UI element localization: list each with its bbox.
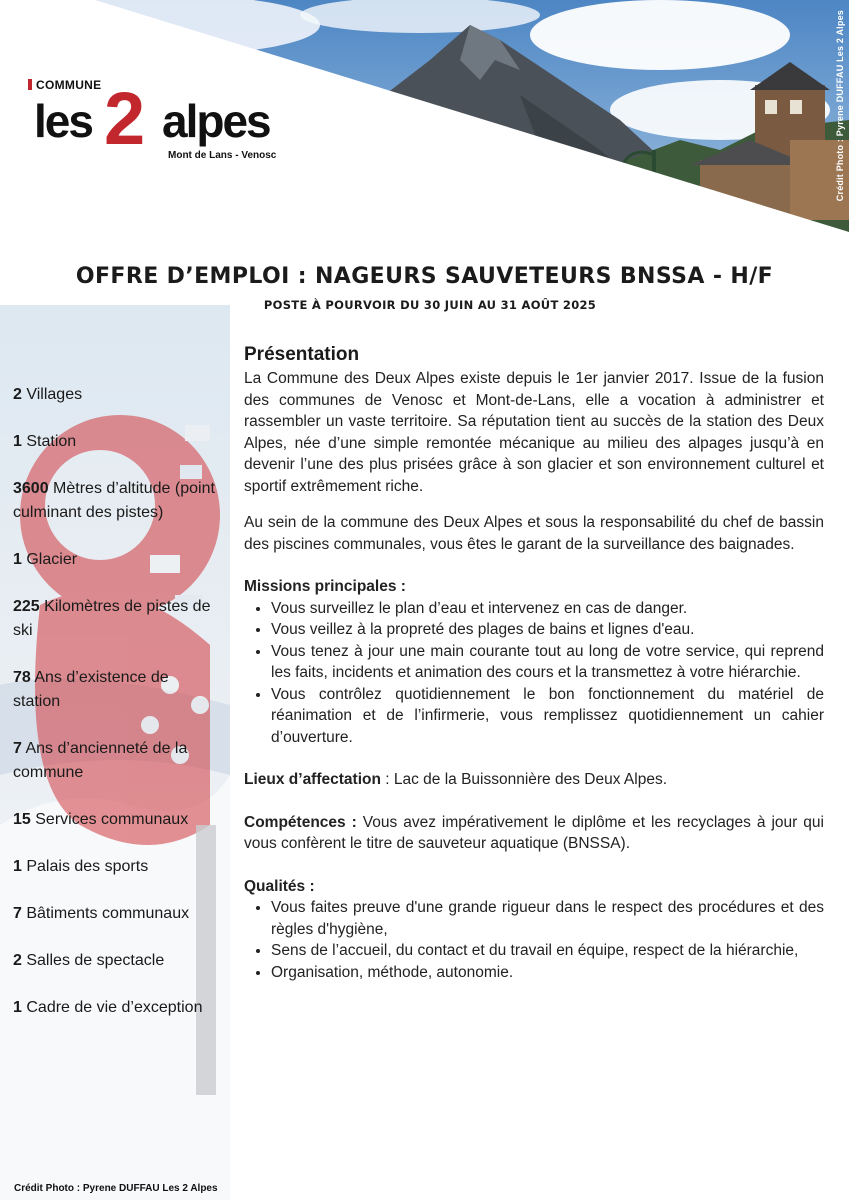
- fact-number: 2: [13, 386, 22, 403]
- fact-text: Mètres d’altitude (point culminant des pistes): [13, 480, 215, 521]
- list-item: • Sens de l’accueil, du contact et du travail en équipe, respect de la hiérarchie,: [271, 940, 824, 962]
- fact-number: 2: [13, 952, 22, 969]
- presentation-heading: Présentation: [244, 344, 360, 365]
- lieux-text: : Lac de la Buissonnière des Deux Alpes.: [380, 771, 667, 788]
- logo-red-bar: [28, 79, 32, 90]
- competences-text: Vous avez impérativement le diplôme et les recyclages à jour qui vous confèrent le titre de sauveteur aquatique (BNSSA).: [244, 813, 824, 852]
- fact-item: [13, 477, 218, 525]
- list-item: • Vous tenez à jour une main courante tout au long de votre service, qui reprend les faits, incidents et animation des cours et la transmettez à votre hiérarchie.: [271, 641, 824, 684]
- fact-number: 7: [13, 740, 22, 757]
- fact-item: [13, 737, 218, 785]
- fact-number: 1: [13, 433, 22, 450]
- logo-commune-text: COMMUNE: [36, 78, 102, 92]
- fact-number: 1: [13, 551, 22, 568]
- competences-paragraph: [244, 812, 824, 855]
- list-item: • Vous surveillez le plan d’eau et intervenez en cas de danger.: [271, 598, 824, 620]
- fact-number: 225: [13, 598, 40, 615]
- main-content: [244, 343, 824, 983]
- sidebar-facts: [0, 305, 230, 1200]
- list-item: • Vous faites preuve d'une grande rigueur dans le respect des procédures et des règles d'hygiène,: [271, 897, 824, 940]
- fact-text: Kilomètres de pistes de ski: [13, 598, 211, 639]
- lieux-paragraph: [244, 769, 824, 791]
- presentation-paragraph: La Commune des Deux Alpes existe depuis le 1er janvier 2017. Issue de la fusion des communes de Venosc et Mont-de-Lans, elle a vocation à administrer et rassembler un vaste territoire. Sa réputation tient au succès de la station des Deux Alpes, née d’une simple remontée mécanique au milieu des alpages jusqu’à en devenir l’une des plus prisées grâce à son glacier et son environnement culturel et sportif extrêmement riche.: [244, 370, 824, 495]
- logo-les: les: [34, 95, 92, 147]
- list-item: • Vous contrôlez quotidiennement le bon fonctionnement du matériel de réanimation et de l’infirmerie, vous remplissez quotidiennement un cahier d’ouverture.: [271, 684, 824, 749]
- responsibility-paragraph: Au sein de la commune des Deux Alpes et sous la responsabilité du chef de bassin des piscines communales, vous êtes le garant de la surveillance des baignades.: [244, 514, 824, 553]
- fact-text: Glacier: [26, 551, 78, 568]
- qualites-list: [244, 897, 824, 983]
- fact-text: Salles de spectacle: [26, 952, 165, 969]
- missions-heading: Missions principales :: [244, 578, 406, 595]
- fact-item: [13, 430, 218, 454]
- fact-number: 1: [13, 858, 22, 875]
- commune-logo: [28, 78, 298, 168]
- fact-item: [13, 902, 218, 926]
- fact-text: Station: [26, 433, 77, 450]
- fact-item: [13, 383, 218, 407]
- fact-number: 3600: [13, 480, 49, 497]
- competences-label: Compétences :: [244, 813, 357, 831]
- facts-list: [13, 383, 218, 1043]
- page-subtitle: POSTE À POURVOIR DU 30 JUIN AU 31 AOÛT 2025: [263, 298, 597, 312]
- logo-subtitle: Mont de Lans - Venosc: [168, 150, 277, 161]
- fact-text: Services communaux: [35, 811, 189, 828]
- fact-text: Villages: [26, 386, 83, 403]
- qualites-heading: Qualités :: [244, 877, 315, 895]
- fact-item: [13, 548, 218, 572]
- list-item: • Vous veillez à la propreté des plages de bains et lignes d'eau.: [271, 619, 824, 641]
- missions-list: [244, 598, 824, 749]
- fact-number: 78: [13, 669, 31, 686]
- fact-item: [13, 595, 218, 643]
- logo-two: 2: [104, 77, 146, 160]
- fact-text: Bâtiments communaux: [26, 905, 190, 922]
- fact-item: [13, 666, 218, 714]
- fact-number: 7: [13, 905, 22, 922]
- fact-number: 15: [13, 811, 31, 828]
- fact-item: [13, 949, 218, 973]
- logo-alpes: alpes: [162, 95, 270, 147]
- sidebar-photo-credit: Crédit Photo : Pyrene DUFFAU Les 2 Alpes: [14, 1183, 218, 1194]
- list-item: • Organisation, méthode, autonomie.: [271, 962, 824, 984]
- fact-text: Palais des sports: [26, 858, 149, 875]
- fact-item: [13, 996, 218, 1020]
- page-title: OFFRE D’EMPLOI : NAGEURS SAUVETEURS BNSSA - H/F: [75, 264, 774, 289]
- lieux-label: Lieux d’affectation: [244, 771, 381, 788]
- fact-text: Ans d’existence de station: [13, 669, 169, 710]
- header-photo-credit: Crédit Photo : Pyrene DUFFAU Les 2 Alpes: [835, 10, 845, 202]
- fact-item: [13, 855, 218, 879]
- fact-item: [13, 808, 218, 832]
- fact-number: 1: [13, 999, 22, 1016]
- fact-text: Ans d’ancienneté de la commune: [13, 740, 188, 781]
- logo-commune-label: [28, 78, 101, 92]
- fact-text: Cadre de vie d’exception: [26, 999, 203, 1016]
